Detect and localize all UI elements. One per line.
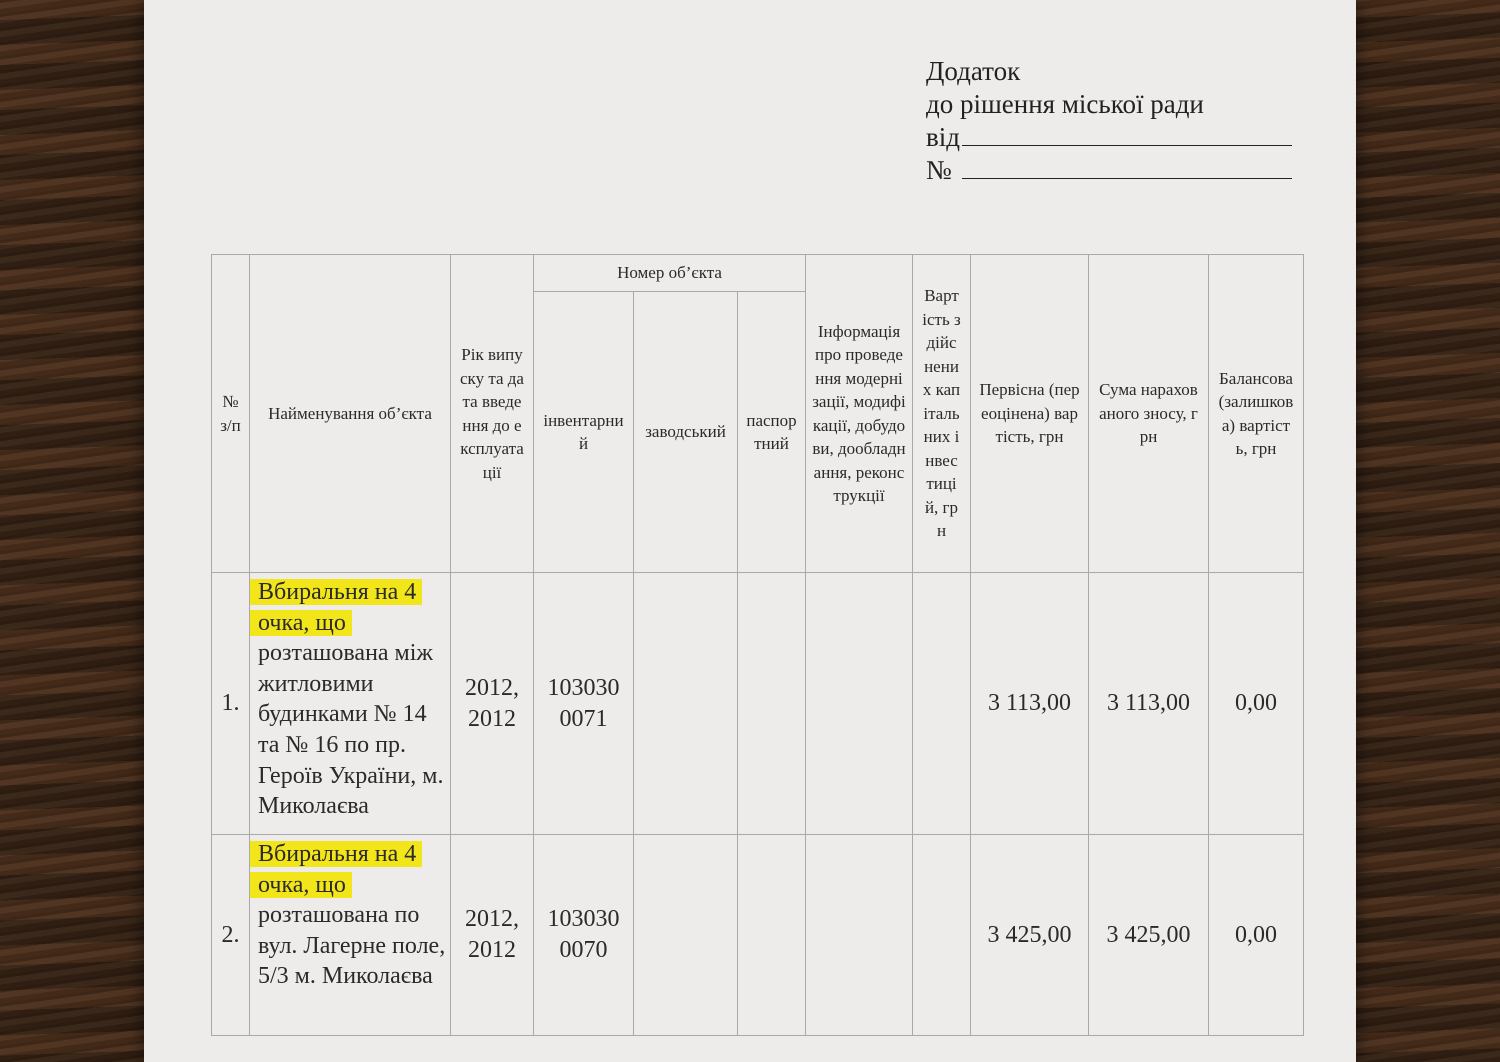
number-line (926, 154, 1306, 187)
row-inventory: 1030300071 (534, 573, 634, 835)
number-blank (962, 158, 1292, 179)
header-year: Рік випуску та дата введення до експлуатації (451, 255, 534, 573)
header-index: № з/п (212, 255, 250, 573)
row-balance-value: 0,00 (1209, 835, 1304, 1036)
row-initial-value: 3 113,00 (971, 573, 1089, 835)
property-table (211, 254, 1304, 1036)
header-depreciation: Сума нарахованого зносу, грн (1089, 255, 1209, 573)
row-modernization (806, 835, 913, 1036)
date-blank (962, 125, 1292, 146)
row-year: 2012, 2012 (451, 573, 534, 835)
row-passport (738, 835, 806, 1036)
row-year: 2012, 2012 (451, 835, 534, 1036)
row-balance-value: 0,00 (1209, 573, 1304, 835)
name-rest: розташована між житловими будинками № 14 та № 16 по пр. Героїв України, м. Миколаєва (258, 640, 444, 820)
header-object-number: Номер об’єкта (534, 255, 806, 292)
header-modernization: Інформація про проведення модернізації, модифікації, добудови, дообладнання, реконструкції (806, 255, 913, 573)
row-capital-investment (913, 835, 971, 1036)
header-balance-value: Балансова (залишкова) вартість, грн (1209, 255, 1304, 573)
row-modernization (806, 573, 913, 835)
row-factory (634, 573, 738, 835)
header-name: Найменування об’єкта (250, 255, 451, 573)
header-capital-investment: Вартість здійснених капітальних інвестицій, грн (913, 255, 971, 573)
name-highlight: очка, що (250, 872, 352, 898)
document-page (144, 0, 1356, 1062)
name-rest: розташована по вул. Лагерне поле, 5/3 м. Миколаєва (258, 902, 446, 990)
row-index: 2. (212, 835, 250, 1036)
row-initial-value: 3 425,00 (971, 835, 1089, 1036)
header-initial-value: Первісна (переоцінена) вартість, грн (971, 255, 1089, 573)
row-index: 1. (212, 573, 250, 835)
header-factory: заводський (634, 292, 738, 573)
header-inventory: інвентарний (534, 292, 634, 573)
row-depreciation: 3 113,00 (1089, 573, 1209, 835)
number-label: № (926, 155, 952, 185)
name-highlight: Вбиральня на 4 (250, 841, 422, 867)
row-capital-investment (913, 573, 971, 835)
table-row (212, 835, 1304, 1036)
date-line (926, 121, 1306, 154)
header-passport: паспортний (738, 292, 806, 573)
appendix-header (926, 55, 1306, 187)
name-highlight: очка, що (250, 610, 352, 636)
appendix-title: Додаток (926, 56, 1021, 86)
appendix-subtitle: до рішення міської ради (926, 89, 1204, 119)
row-depreciation: 3 425,00 (1089, 835, 1209, 1036)
name-highlight: Вбиральня на 4 (250, 579, 422, 605)
row-factory (634, 835, 738, 1036)
row-inventory: 1030300070 (534, 835, 634, 1036)
row-name (250, 835, 451, 1036)
date-label: від (926, 122, 960, 152)
table-row (212, 573, 1304, 835)
row-name (250, 573, 451, 835)
row-passport (738, 573, 806, 835)
